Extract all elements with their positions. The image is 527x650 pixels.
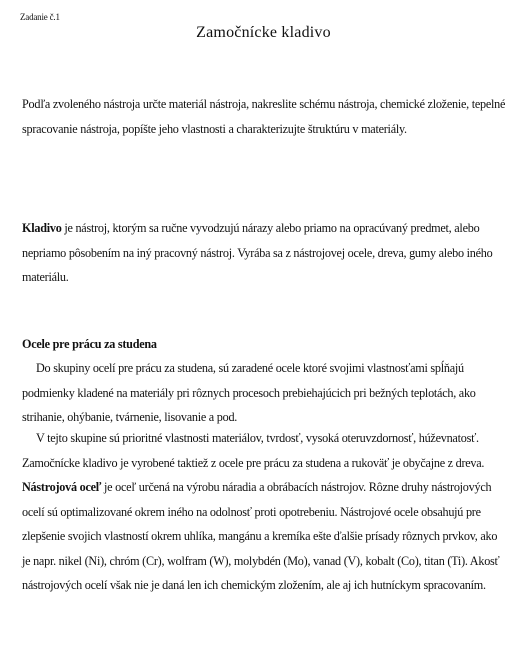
paragraph-2-text-a: V tejto skupine sú prioritné vlastnosti materiálov, tvrdosť, vysoká oteruvzdornosť, húževnatosť. Zamočnícke kladivo je vyrobené taktiež z ocele pre prácu za studena a rukoväť je obyčajne z dreva.	[22, 431, 485, 470]
tool-steel-term: Nástrojová oceľ	[22, 480, 102, 494]
section-paragraph-1: Do skupiny ocelí pre prácu za studena, sú zaradené ocele ktoré svojimi vlastnosťami spĺňajú podmienky kladené na materiály pri rôznych procesoch prebiehajúcich pri bežných teplotách, ako strihanie, ohýbanie, tvárnenie, lisovanie a pod.	[22, 361, 476, 424]
definition-paragraph	[22, 216, 508, 290]
page-title: Zamočnícke kladivo	[196, 24, 331, 41]
section-heading: Ocele pre prácu za studena	[22, 337, 157, 351]
assignment-number: Zadanie č.1	[20, 12, 60, 22]
definition-term: Kladivo	[22, 221, 62, 235]
paragraph-2-text-b: je oceľ určená na výrobu náradia a obrábacích nástrojov. Rôzne druhy nástrojových ocelí sú optimalizované okrem iného na odolnosť proti opotrebeniu. Nástrojové ocele obsahujú pre zlepšenie svojich vlastností okrem uhlíka, mangánu a kremíka ešte ďalšie prísady rôznych prvkov, ako je napr. nikel (Ni), chróm (Cr), wolfram (W), molybdén (Mo), vanad (V), kobalt (Co), titan (Ti). Akosť nástrojových ocelí však nie je daná len ich chemickým zložením, ale aj ich hutníckym spracovaním.	[22, 480, 500, 592]
section-paragraph-2	[22, 426, 508, 598]
definition-text: je nástroj, ktorým sa ručne vyvodzujú nárazy alebo priamo na opracúvaný predmet, alebo nepriamo pôsobením na iný pracovný nástroj. Vyrába sa z nástrojovej ocele, dreva, gumy alebo iného materiálu.	[22, 221, 493, 284]
intro-paragraph: Podľa zvoleného nástroja určte materiál nástroja, nakreslite schému nástroja, chemické zloženie, tepelné spracovanie nástroja, popíšte jeho vlastnosti a charakterizujte štruktúru v materiály.	[22, 97, 506, 136]
